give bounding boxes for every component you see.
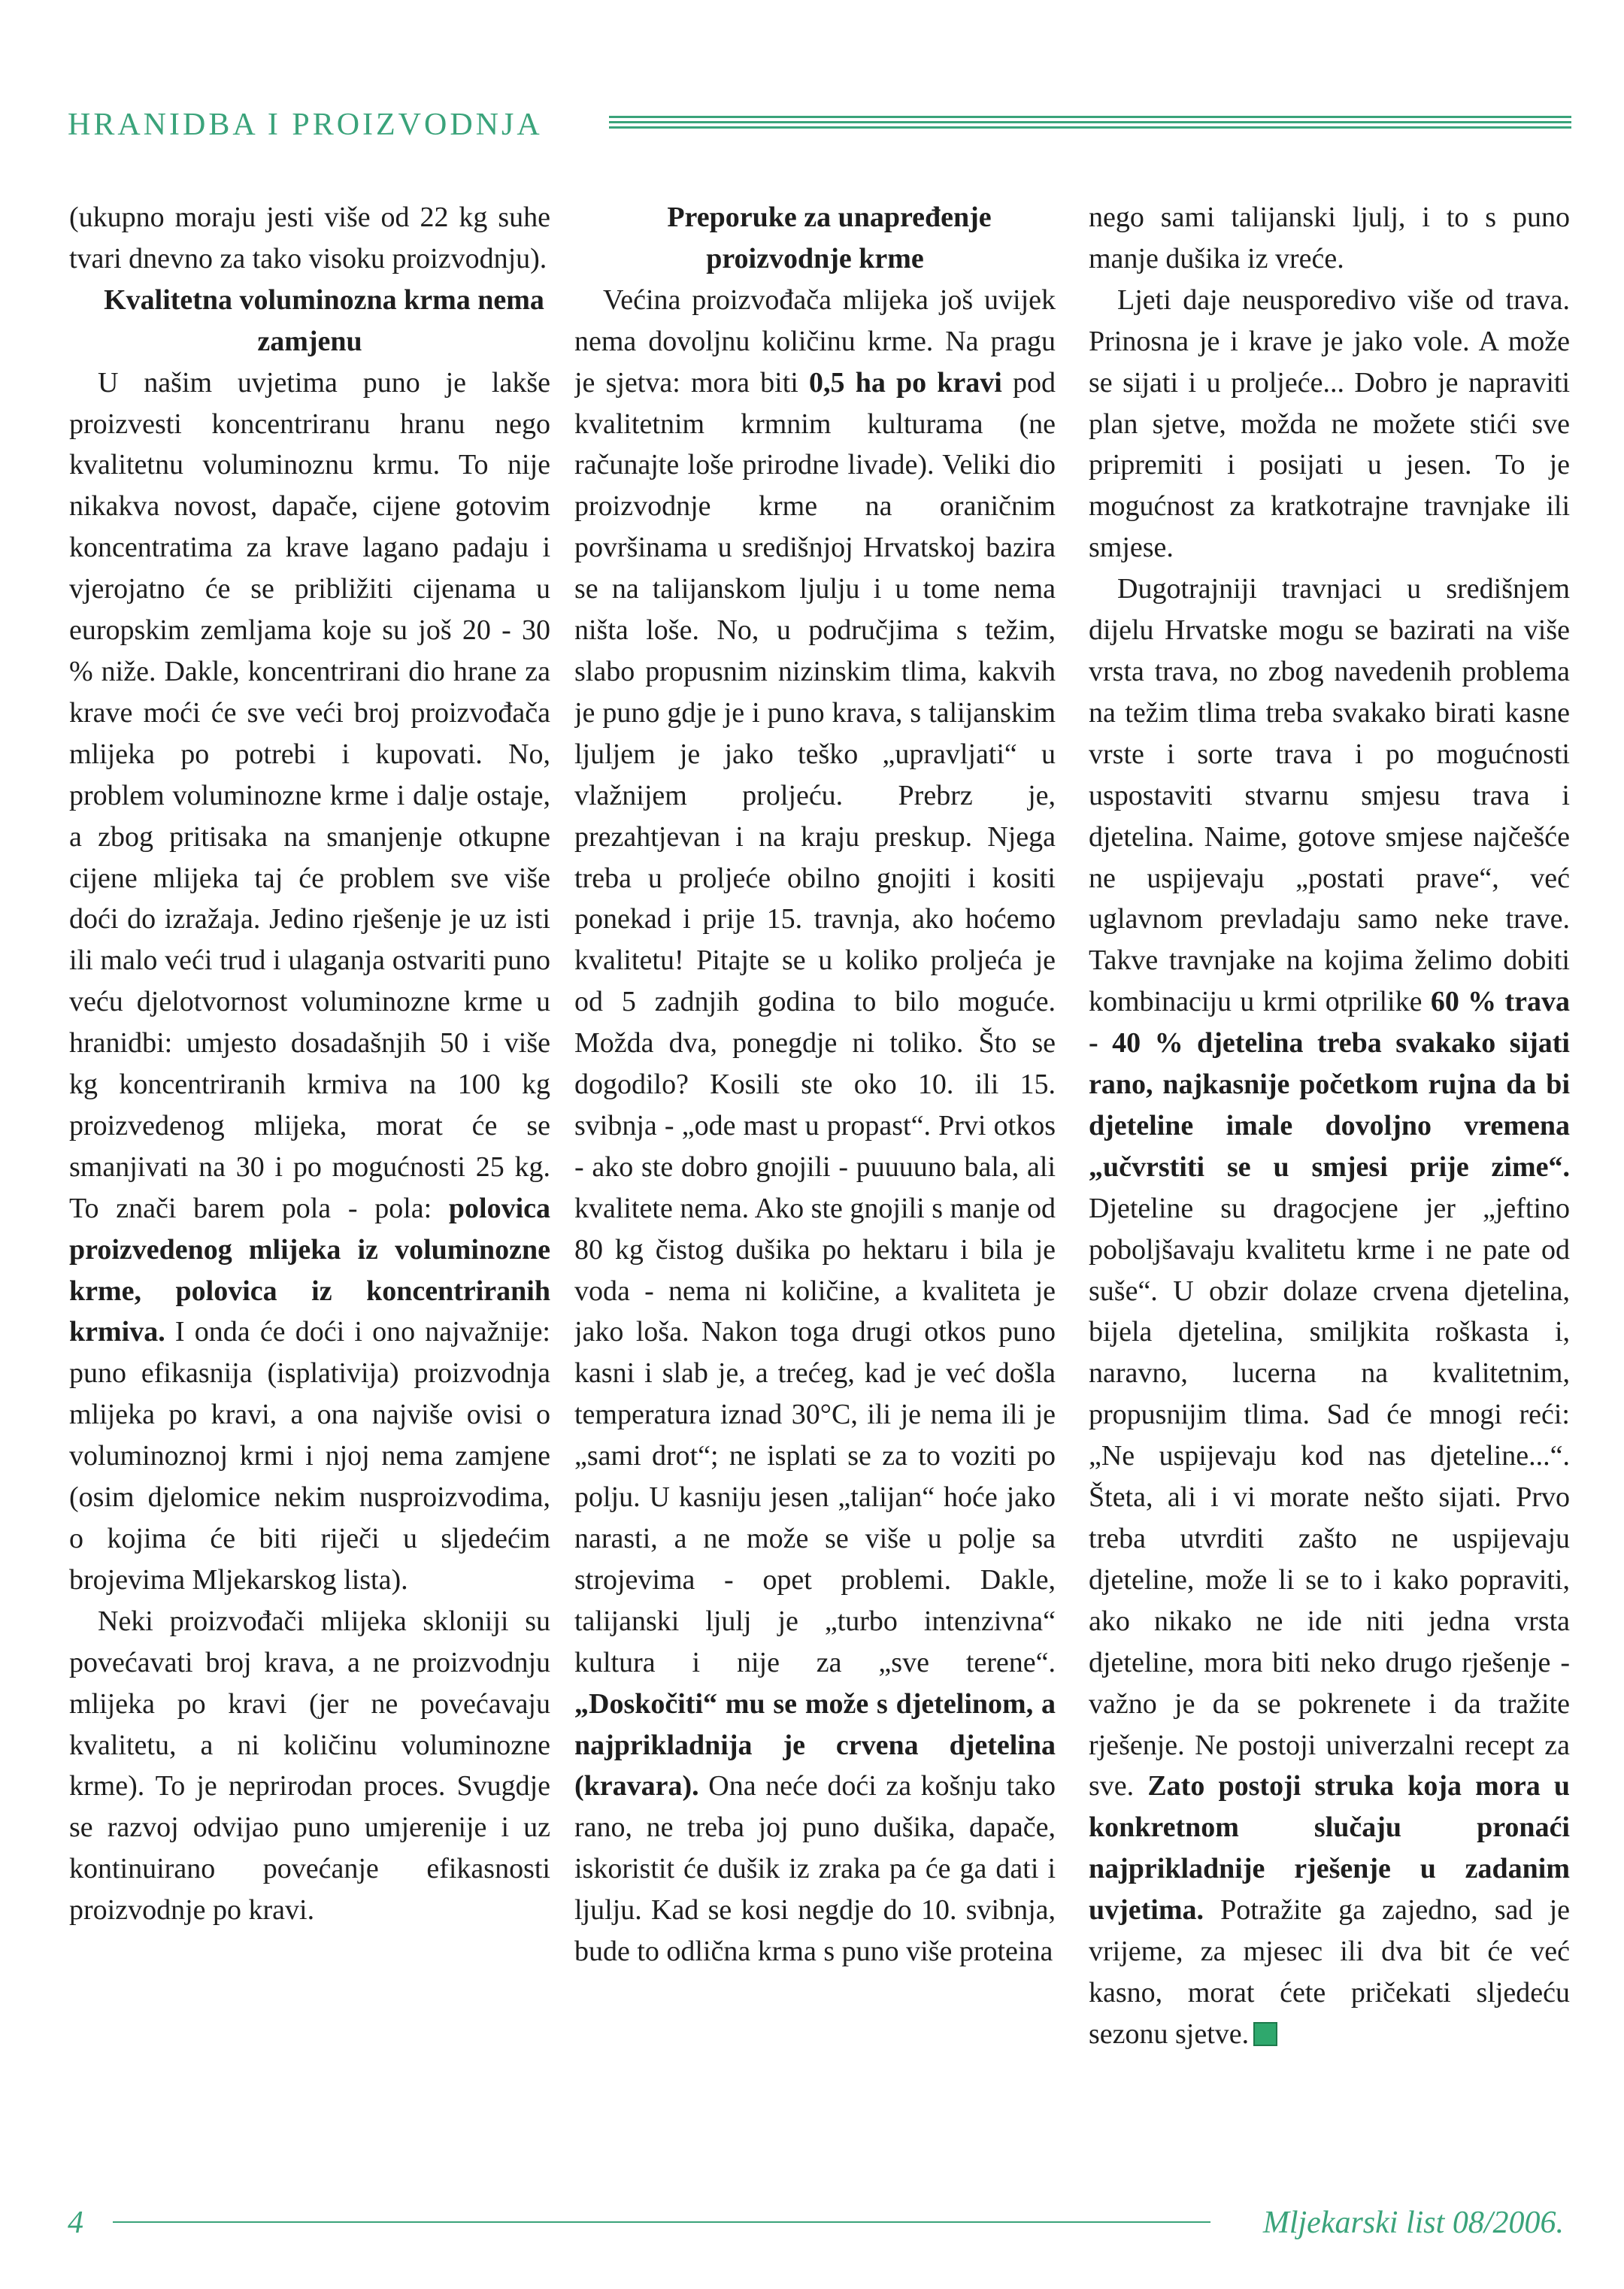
paragraph: nego sami talijanski ljulj, i to s puno manje dušika iz vreće. <box>1089 202 1570 274</box>
end-of-article-icon <box>1253 2022 1277 2046</box>
column-1 <box>69 197 550 2190</box>
column-2 <box>574 197 1056 2190</box>
page-number: 4 <box>68 2206 83 2240</box>
footer-rule <box>113 2221 1210 2223</box>
column-3 <box>1089 197 1570 2190</box>
paragraph: U našim uvjetima puno je lakše proizvesti koncentriranu hranu nego kvalitetnu voluminoznu krmu. To nije nikakva novost, dapače, cijene gotovim koncentratima za krave lagano padaju i vjerojatno će se približiti cijenama u europskim zemljama koje su još 20 - 30 % niže. Dakle, koncentrirani dio hrane za krave moći će sve veći broj proizvođača mlijeka po potrebi i kupovati. No, problem voluminozne krme i dalje ostaje, a zbog pritisaka na smanjenje otkupne cijene mlijeka taj će problem sve više doći do izražaja. Jedino rješenje je uz isti ili malo veći trud i ulaganja ostvariti puno veću djelotvornost voluminozne krme u hranidbi: umjesto dosadašnjih 50 i više kg koncentriranih krmiva na 100 kg proizvedenog mlijeka, morat će se smanjivati na 30 i po mogućnosti 25 kg. To znači barem pola - pola: polovica proizvedenog mlijeka iz voluminozne krme, polovica iz koncentriranih krmiva. I onda će doći i ono najvažnije: puno efikasnija (isplativija) proizvodnja mlijeka po kravi, a ona najviše ovisi o voluminoznoj krmi i njoj nema zamjene (osim djelomice nekim nusproizvodima, o kojima će biti riječi u sljedećim brojevima Mljekarskog lista). <box>69 366 550 1596</box>
magazine-issue: Mljekarski list 08/2006. <box>1262 2206 1564 2240</box>
subheading: Preporuke za unapređenje proizvodnje krme <box>667 202 992 274</box>
subheading: Kvalitetna voluminozna krma nema zamjenu <box>104 283 544 357</box>
page-header <box>68 107 1571 152</box>
section-title: HRANIDBA I PROIZVODNJA <box>68 108 543 142</box>
header-rule <box>609 116 1571 134</box>
page-footer <box>68 2205 1564 2250</box>
paragraph: Dugotrajniji travnjaci u središnjem dijelu Hrvatske mogu se bazirati na više vrsta trava, no zbog navedenih problema na težim tlima treba svakako birati kasne vrste i sorte trava i po mogućnosti uspostaviti stvarnu smjesu trava i djetelina. Naime, gotove smjese najčešće ne uspijevaju „postati prave“, već uglavnom prevladaju samo neke trave. Takve travnjake na kojima želimo dobiti kombinaciju u krmi otprilike 60 % trava - 40 % djetelina treba svakako sijati rano, najkasnije početkom rujna da bi djeteline imale dovoljno vremena „učvrstiti se u smjesi prije zime“. Djeteline su dragocjene jer „jeftino poboljšavaju kvalitetu krme i ne pate od suše“. U obzir dolaze crvena djetelina, bijela djetelina, smiljkita roškasta i, naravno, lucerna na kvalitetnim, propusnijim tlima. Sad će mnogi reći: „Ne uspijevaju kod nas djeteline...“. Šteta, ali i vi morate nešto sijati. Prvo treba utvrditi zašto ne uspijevaju djeteline, može li se to i kako popraviti, ako nikako ne ide niti jedna vrsta djeteline, mora biti neko drugo rješenje - važno je da se pokrenete i da tražite rješenje. Ne postoji univerzalni recept za sve. Zato postoji struka koja mora u konkretnom slučaju pronaći najprikladnije rješenje u zadanim uvjetima. Potražite ga zajedno, sad je vrijeme, za mjesec ili dva bit će već kasno, morat ćete pričekati sljedeću sezonu sjetve. <box>1089 573 1570 2050</box>
paragraph: Većina proizvođača mlijeka još uvijek nema dovoljnu količinu krme. Na pragu je sjetva: mora biti 0,5 ha po kravi pod kvalitetnim krmnim kulturama (ne računajte loše prirodne livade). Veliki dio proizvodnje krme na oraničnim površinama u središnjoj Hrvatskoj bazira se na talijanskom ljulju i u tome nema ništa loše. No, u područjima s težim, slabo propusnim nizinskim tlima, kakvih je puno gdje je i puno krava, s talijanskim ljuljem je jako teško „upravljati“ u vlažnijem proljeću. Prebrz je, prezahtjevan i na kraju preskup. Njega treba u proljeće obilno gnojiti i kositi ponekad i prije 15. travnja, ako hoćemo kvalitetu! Pitajte se u koliko proljeća je od 5 zadnjih godina to bilo moguće. Možda dva, ponegdje ni toliko. Što se dogodilo? Kosili ste oko 10. ili 15. svibnja - „ode mast u propast“. Prvi otkos - ako ste dobro gnojili - puuuuno bala, ali kvalitete nema. Ako ste gnojili s manje od 80 kg čistog dušika po hektaru i bila je voda - nema ni količine, a kvaliteta je jako loša. Nakon toga drugi otkos puno kasni i slab je, a trećeg, kad je već došla temperatura iznad 30°C, ili je nema ili je „sami drot“; ne isplati se za to voziti po polju. U kasniju jesen „talijan“ hoće jako narasti, a ne može se više u polje sa strojevima - opet problemi. Dakle, talijanski ljulj je „turbo intenzivna“ kultura i nije za „sve terene“. „Doskočiti“ mu se može s djetelinom, a najprikladnija je crvena djetelina (kravara). Ona neće doći za košnju tako rano, ne treba joj puno dušika, dapače, iskoristit će dušik iz zraka pa će ga dati i ljulju. Kad se kosi negdje do 10. svibnja, bude to odlična krma s puno više proteina <box>574 283 1056 1968</box>
paragraph: Neki proizvođači mlijeka skloniji su povećavati broj krava, a ne proizvodnju mlijeka po kravi (jer ne povećavaju kvalitetu, a ni količinu voluminozne krme). To je neprirodan proces. Svugdje se razvoj odvijao puno umjerenije i uz kontinuirano povećanje efikasnosti proizvodnje po kravi. <box>69 1605 550 1927</box>
paragraph: (ukupno moraju jesti više od 22 kg suhe tvari dnevno za tako visoku proizvodnju). <box>69 202 550 274</box>
paragraph: Ljeti daje neusporedivo više od trava. Prinosna je i krave je jako vole. A može se sijati i u proljeće... Dobro je napraviti plan sjetve, možda ne možete stići sve pripremiti i posijati u jesen. To je mogućnost za kratkotrajne travnjake ili smjese. <box>1089 283 1570 564</box>
